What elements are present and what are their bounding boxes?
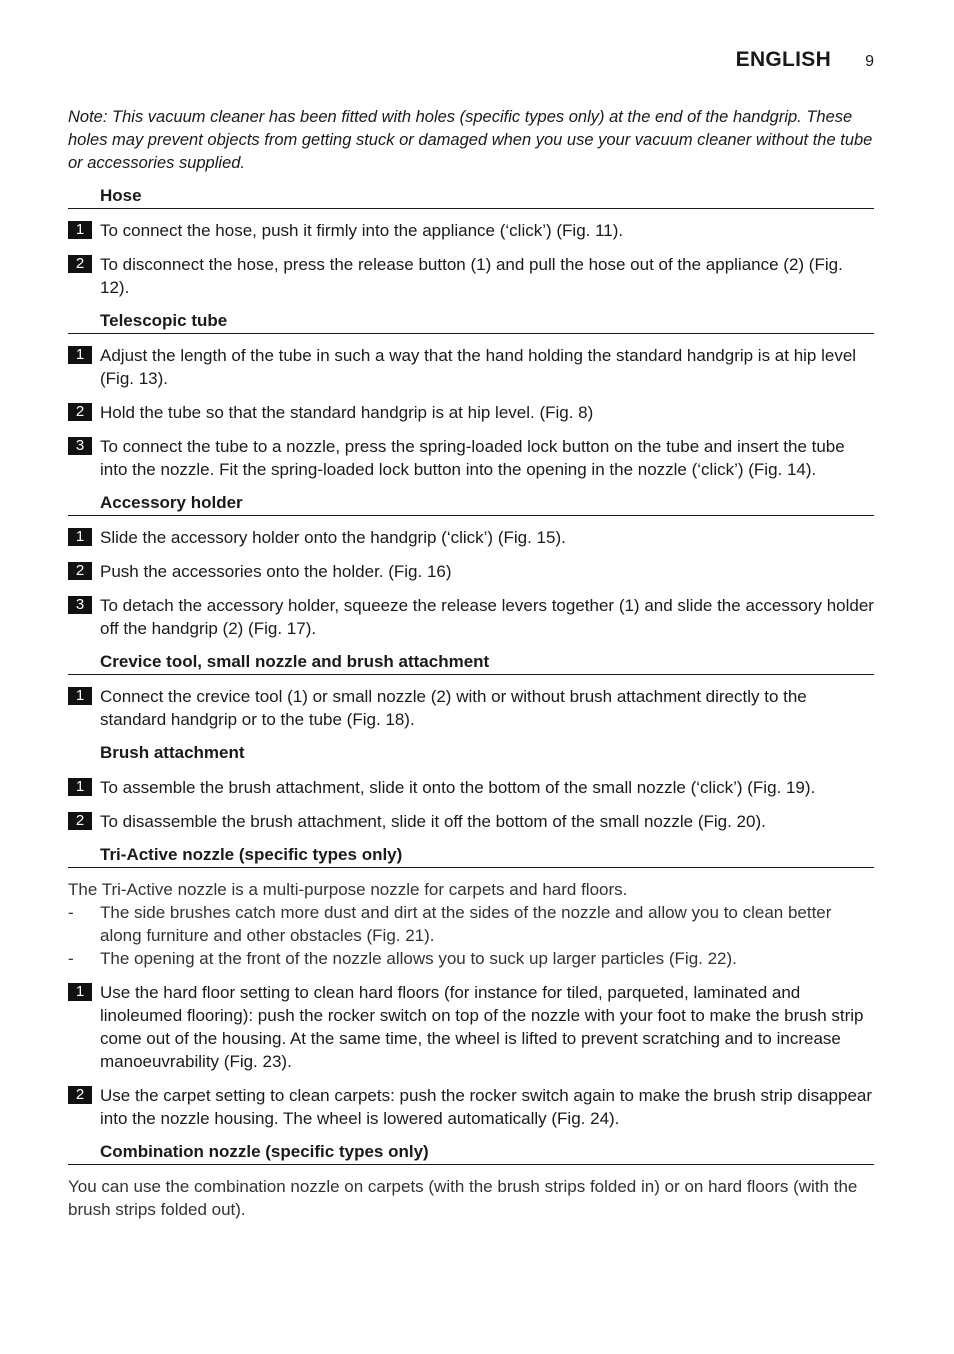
step-number-badge: 2 bbox=[68, 1086, 92, 1104]
section-title-accessory-holder: Accessory holder bbox=[68, 492, 874, 516]
step-text: Slide the accessory holder onto the handgrip (‘click’) (Fig. 15). bbox=[100, 528, 566, 547]
step-number-badge: 2 bbox=[68, 812, 92, 830]
step-number-badge: 3 bbox=[68, 596, 92, 614]
step-number-badge: 1 bbox=[68, 346, 92, 364]
section-title-tri-active-nozzle: Tri-Active nozzle (specific types only) bbox=[68, 844, 874, 868]
step-item bbox=[68, 685, 874, 731]
step-number-badge: 2 bbox=[68, 403, 92, 421]
step-item bbox=[68, 810, 874, 833]
step-text: To assemble the brush attachment, slide it onto the bottom of the small nozzle (‘click’) (Fig. 19). bbox=[100, 778, 816, 797]
step-number-badge: 1 bbox=[68, 687, 92, 705]
step-text: Connect the crevice tool (1) or small nozzle (2) with or without brush attachment directly to the standard handgrip or to the tube (Fig. 18). bbox=[100, 687, 807, 729]
step-item bbox=[68, 1084, 874, 1130]
bullet-text: The opening at the front of the nozzle allows you to suck up larger particles (Fig. 22). bbox=[100, 949, 737, 968]
step-item bbox=[68, 776, 874, 799]
note-text: Note: This vacuum cleaner has been fitted with holes (specific types only) at the end of the handgrip. These holes may prevent objects from getting stuck or damaged when you use your vacuum cleaner without the tube or accessories supplied. bbox=[68, 108, 873, 172]
page-number: 9 bbox=[865, 53, 874, 70]
step-text: To disassemble the brush attachment, slide it off the bottom of the small nozzle (Fig. 20). bbox=[100, 812, 766, 831]
step-item bbox=[68, 344, 874, 390]
step-item bbox=[68, 526, 874, 549]
bullet-item bbox=[68, 947, 874, 970]
section-title-brush-attachment: Brush attachment bbox=[100, 743, 245, 762]
step-item bbox=[68, 253, 874, 299]
step-number-badge: 1 bbox=[68, 221, 92, 239]
step-item bbox=[68, 219, 874, 242]
bullet-item bbox=[68, 901, 874, 947]
step-number-badge: 3 bbox=[68, 437, 92, 455]
page-header bbox=[736, 48, 874, 72]
step-number-badge: 2 bbox=[68, 562, 92, 580]
step-text: To disconnect the hose, press the release button (1) and pull the hose out of the appliance (2) (Fig. 12). bbox=[100, 255, 843, 297]
step-text: To detach the accessory holder, squeeze the release levers together (1) and slide the accessory holder off the handgrip (2) (Fig. 17). bbox=[100, 596, 874, 638]
step-text: Push the accessories onto the holder. (Fig. 16) bbox=[100, 562, 452, 581]
step-text: Use the hard floor setting to clean hard floors (for instance for tiled, parqueted, laminated and linoleumed flooring): push the rocker switch on top of the nozzle with your foot to make the brush strip come out of the housing. At the same time, the wheel is lifted to prevent scratching and to increase manoeuvrability (Fig. 23). bbox=[100, 983, 864, 1071]
manual-content bbox=[68, 106, 874, 1221]
bullet-list bbox=[68, 901, 874, 970]
step-item bbox=[68, 981, 874, 1073]
step-text: Hold the tube so that the standard handgrip is at hip level. (Fig. 8) bbox=[100, 403, 594, 422]
step-number-badge: 1 bbox=[68, 983, 92, 1001]
section-title-combination-nozzle: Combination nozzle (specific types only) bbox=[68, 1141, 874, 1165]
section-title-telescopic-tube: Telescopic tube bbox=[68, 310, 874, 334]
step-number-badge: 2 bbox=[68, 255, 92, 273]
section-title-crevice-tool: Crevice tool, small nozzle and brush attachment bbox=[68, 651, 874, 675]
section-title-hose: Hose bbox=[68, 185, 874, 209]
step-number-badge: 1 bbox=[68, 778, 92, 796]
step-item bbox=[68, 435, 874, 481]
step-item bbox=[68, 594, 874, 640]
combination-nozzle-text: You can use the combination nozzle on carpets (with the brush strips folded in) or on hard floors (with the brush strips folded out). bbox=[68, 1177, 858, 1219]
step-item bbox=[68, 560, 874, 583]
tri-active-intro: The Tri-Active nozzle is a multi-purpose nozzle for carpets and hard floors. bbox=[68, 880, 628, 899]
step-text: Use the carpet setting to clean carpets: push the rocker switch again to make the brush strip disappear into the nozzle housing. The wheel is lowered automatically (Fig. 24). bbox=[100, 1086, 873, 1128]
step-number-badge: 1 bbox=[68, 528, 92, 546]
step-item bbox=[68, 401, 874, 424]
step-text: Adjust the length of the tube in such a way that the hand holding the standard handgrip is at hip level (Fig. 13). bbox=[100, 346, 857, 388]
bullet-dash: - bbox=[68, 949, 74, 968]
language-label: ENGLISH bbox=[735, 48, 832, 71]
bullet-text: The side brushes catch more dust and dirt at the sides of the nozzle and allow you to clean better along furniture and other obstacles (Fig. 21). bbox=[100, 903, 832, 945]
step-text: To connect the hose, push it firmly into the appliance (‘click’) (Fig. 11). bbox=[100, 221, 624, 240]
bullet-dash: - bbox=[68, 903, 74, 922]
step-text: To connect the tube to a nozzle, press the spring-loaded lock button on the tube and insert the tube into the nozzle. Fit the spring-loaded lock button into the opening in the nozzle (‘click’) (Fig. 14). bbox=[100, 437, 845, 479]
